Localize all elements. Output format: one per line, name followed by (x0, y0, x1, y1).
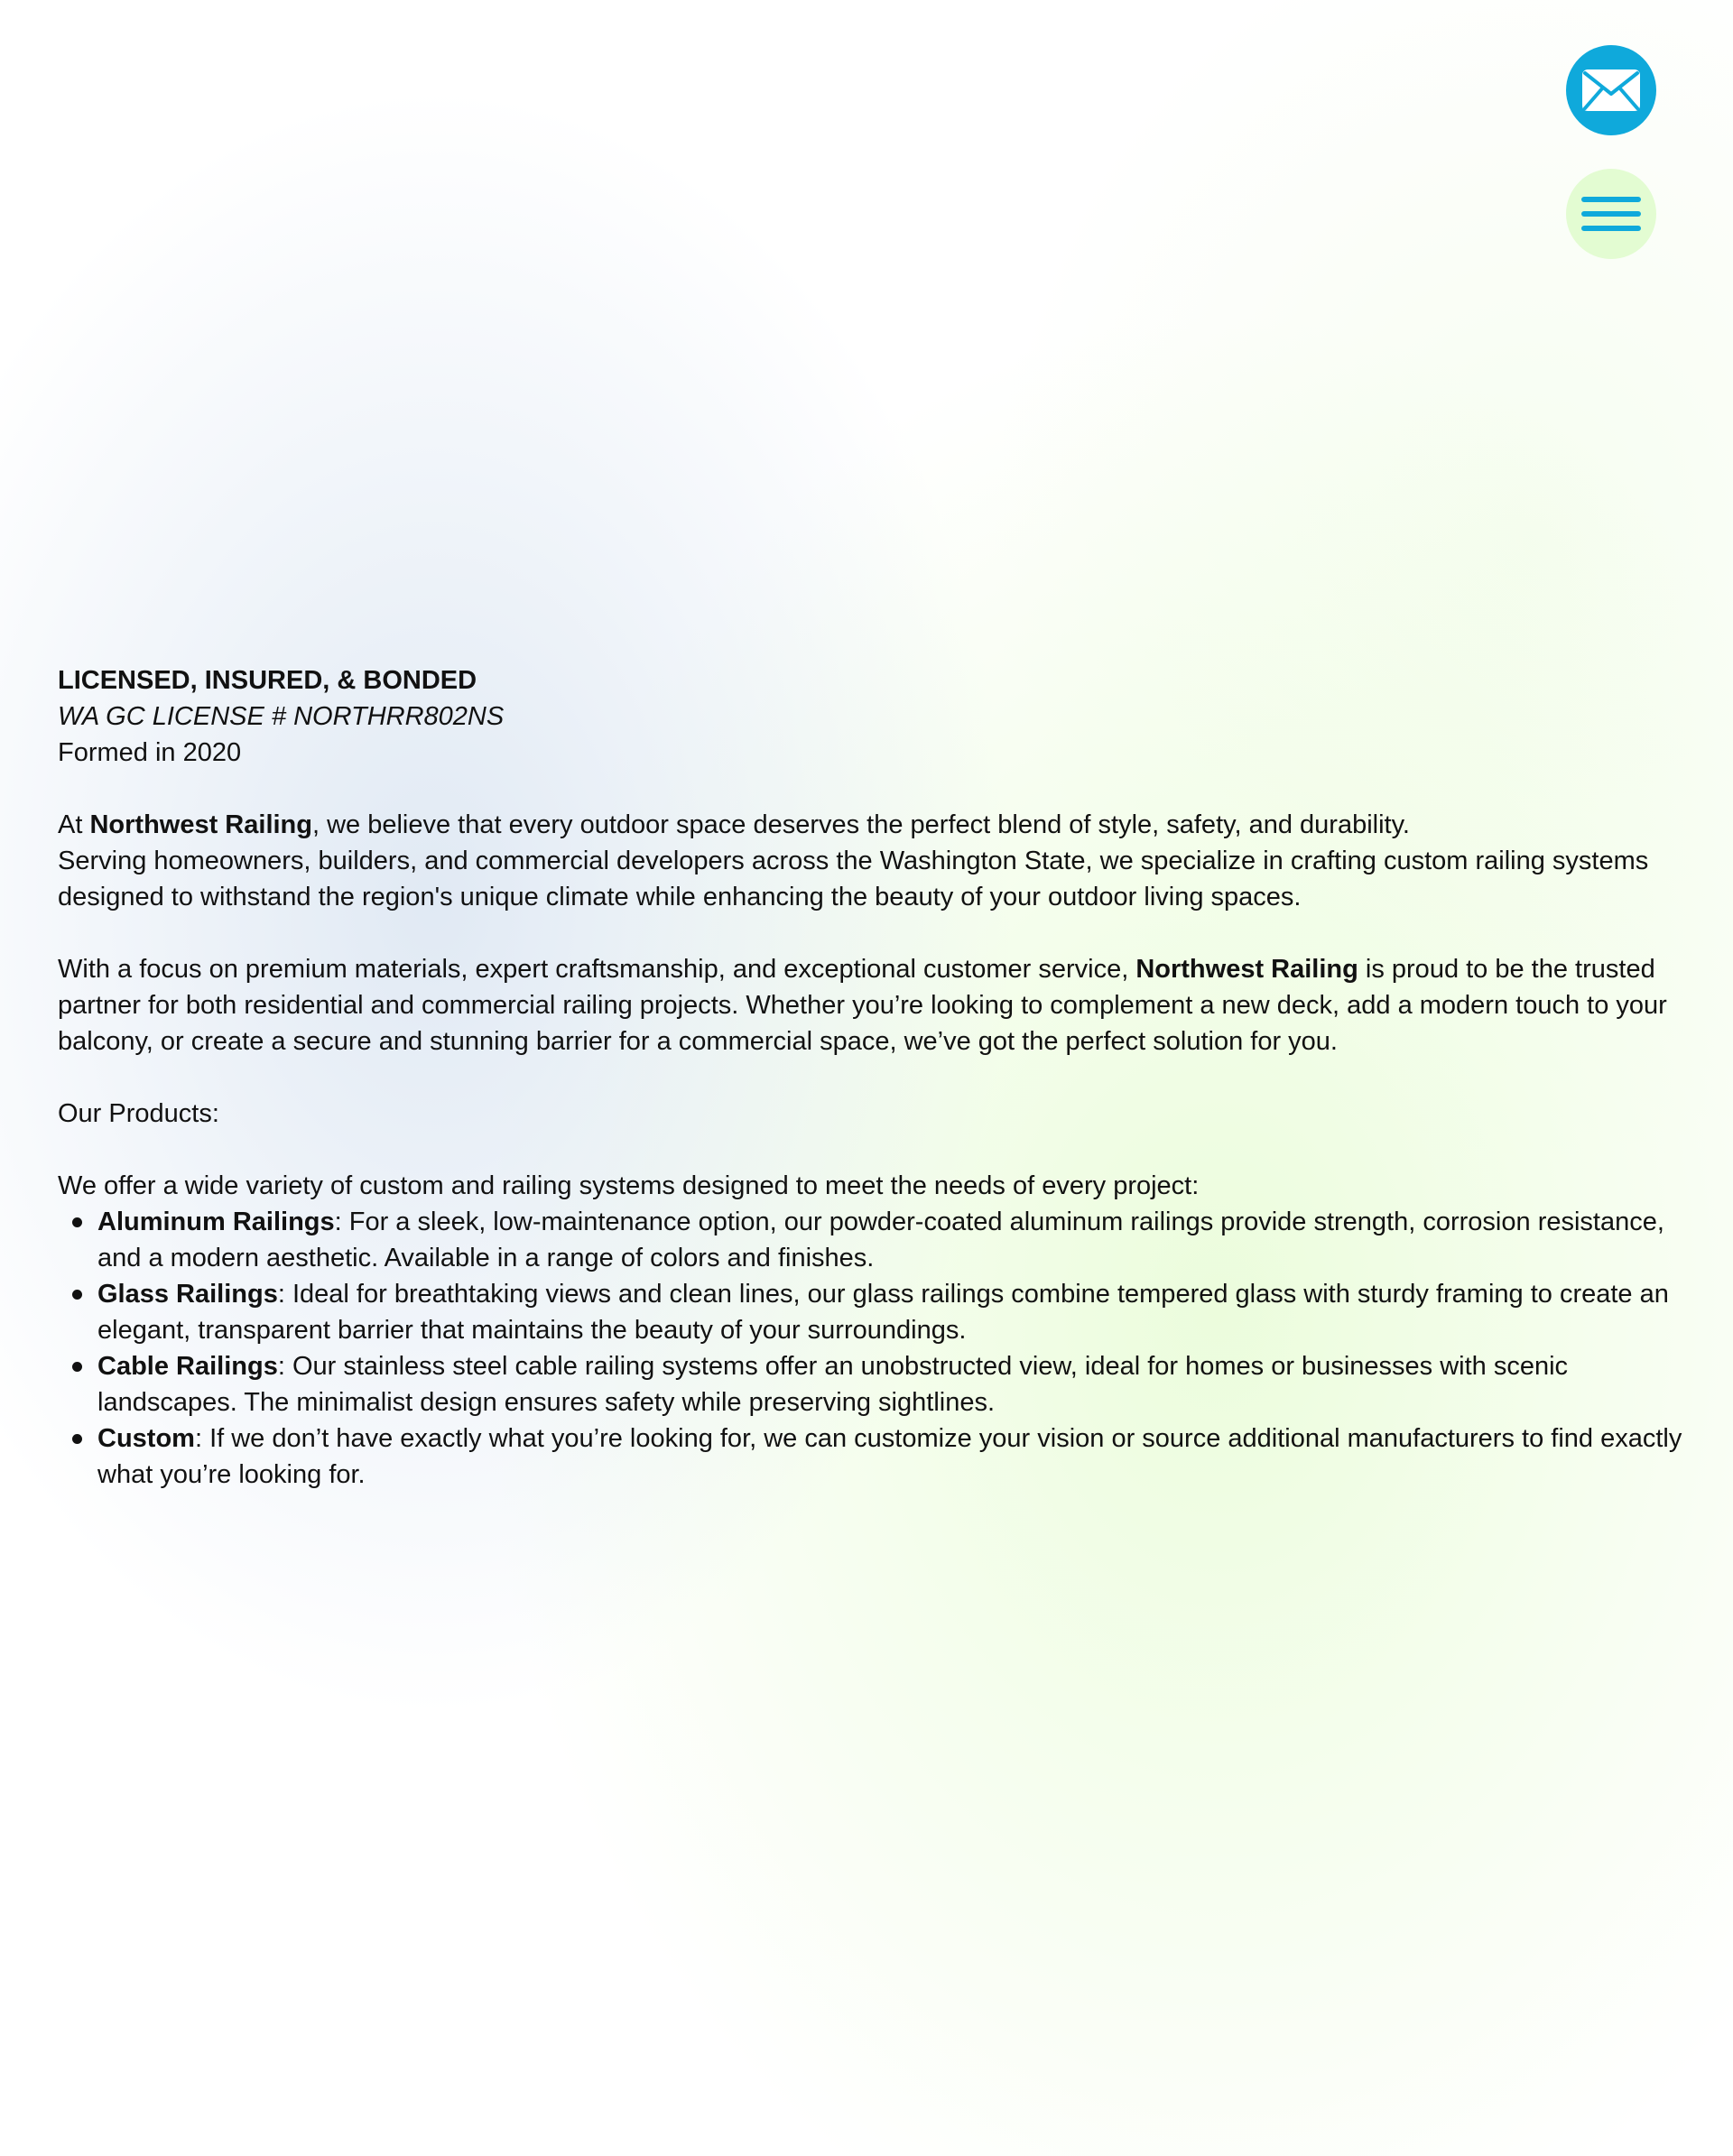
product-description: : For a sleek, low-maintenance option, our powder-coated aluminum railings provide strength, corrosion resistance, and a modern aesthetic. Available in a range of colors and finishes. (97, 1208, 1664, 1272)
license-number: WA GC LICENSE # NORTHRR802NS (58, 702, 505, 731)
menu-button[interactable] (1566, 169, 1656, 259)
company-name: Northwest Railing (1135, 955, 1358, 984)
formed-year: Formed in 2020 (58, 738, 242, 767)
hamburger-menu-icon (1581, 192, 1641, 236)
product-name: Glass Railings (97, 1280, 278, 1309)
product-name: Aluminum Railings (97, 1208, 335, 1236)
list-item-custom (97, 1420, 1682, 1493)
envelope-icon (1581, 69, 1641, 112)
focus-paragraph (58, 951, 1682, 1059)
intro-paragraph-line2: Serving homeowners, builders, and commercial developers across the Washington State, we specialize in crafting custom railing systems designed to withstand the region's unique climate while enhancing the beauty of your outdoor living spaces. (58, 847, 1649, 911)
product-description: : If we don’t have exactly what you’re looking for, we can customize your vision or source additional manufacturers to find exactly what you’re looking for. (97, 1424, 1682, 1489)
focus-prefix: With a focus on premium materials, expert craftsmanship, and exceptional customer service, (58, 955, 1136, 984)
intro-prefix: At (58, 810, 90, 839)
list-item-aluminum-railings (97, 1204, 1682, 1276)
product-description: : Ideal for breathtaking views and clean lines, our glass railings combine tempered glass with sturdy framing to create an elegant, transparent barrier that maintains the beauty of your surroundings. (97, 1280, 1669, 1345)
products-list (58, 1204, 1682, 1493)
product-name: Custom (97, 1424, 195, 1453)
intro-suffix: , we believe that every outdoor space deserves the perfect blend of style, safety, and durability. (311, 810, 1410, 839)
focus-suffix: is proud to be the trusted partner for both residential and commercial railing projects. Whether you’re looking to complement a new deck, add a modern touch to your balcony, or create a secure and stunning barrier for a commercial space, we’ve got the perfect solution for you. (58, 955, 1667, 1056)
product-name: Cable Railings (97, 1352, 278, 1381)
products-intro: We offer a wide variety of custom and railing systems designed to meet the needs of every project: (58, 1171, 1200, 1200)
list-item-glass-railings (97, 1276, 1682, 1348)
company-name: Northwest Railing (89, 810, 312, 839)
about-section (58, 662, 1682, 1493)
intro-paragraph (58, 807, 1682, 843)
products-heading: Our Products: (58, 1099, 219, 1128)
license-heading: LICENSED, INSURED, & BONDED (58, 666, 477, 695)
contact-mail-button[interactable] (1566, 45, 1656, 135)
list-item-cable-railings (97, 1348, 1682, 1420)
product-description: : Our stainless steel cable railing systems offer an unobstructed view, ideal for homes or businesses with scenic landscapes. The minimalist design ensures safety while preserving sightlines. (97, 1352, 1569, 1417)
